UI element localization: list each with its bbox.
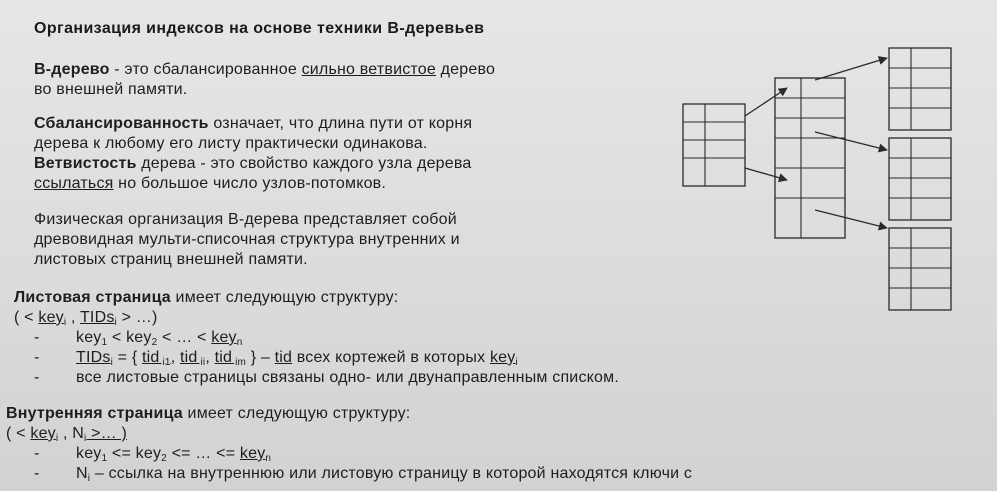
list-dash: - [34, 329, 40, 346]
definition-term: B-дерево [34, 61, 110, 78]
definition-text-1: - это сбалансированное [109, 61, 302, 78]
leaf-item-2-tid3: tid $_{im}$ [214, 349, 247, 368]
internal-structure-open: ( < [6, 425, 31, 442]
branching-line-2b: но большое число узлов-потомков. [113, 175, 387, 192]
tree-node-leaf-1 [889, 48, 951, 130]
leaf-heading [14, 288, 398, 333]
balanced-line-2: дерева к любому его листу практически одинакова. [34, 135, 428, 152]
list-dash: - [34, 369, 40, 386]
internal-item-1-keyn: key$_n$ [239, 445, 272, 464]
physical-block [34, 210, 460, 270]
leaf-item-1-keyn: key$_n$ [211, 329, 243, 348]
leaf-structure-tids: TIDs$_i$ [79, 309, 117, 328]
tree-edge [815, 132, 887, 150]
physical-line-3: листовых страниц внешней памяти. [34, 251, 308, 268]
internal-item-2: $N_i$ – ссылка на внутреннюю или листовую страницу в которой находятся ключи с [76, 465, 693, 484]
tree-node-middle [775, 78, 845, 238]
internal-structure-close: >… ) [86, 425, 127, 442]
internal-structure-nsub: i [84, 433, 87, 444]
leaf-structure-sep: , [66, 309, 80, 326]
internal-structure-key: key$_i$ [30, 425, 59, 444]
leaf-item-2-tid1: tid $_{i1}$ [142, 349, 171, 368]
list-dash: - [34, 445, 40, 462]
physical-line-1: Физическая организация B-дерева представляет собой [34, 211, 457, 228]
definition-text-3: дерево [435, 61, 496, 78]
definition-block [34, 60, 495, 100]
leaf-item-2-tids: TIDs$_i$ [76, 349, 113, 368]
tree-edge [745, 88, 787, 116]
leaf-structure-key: key$_i$ [38, 309, 67, 328]
leaf-item-2-tid2: tid $_{ii}$ [180, 349, 206, 368]
balanced-term: Сбалансированность [34, 115, 209, 132]
leaf-item-3: все листовые страницы связаны одно- или двунаправленным списком. [76, 369, 619, 386]
tree-node-leaf-2 [889, 138, 951, 220]
branching-text-1: дерева - это свойство каждого узла дерева [136, 155, 472, 172]
branching-line-2a: ссылаться [34, 175, 114, 192]
branching-term: Ветвистость [34, 155, 137, 172]
tree-edge [745, 168, 787, 180]
definition-text-2: сильно ветвистое [301, 61, 436, 78]
leaf-item-2: TIDs$_i$ = { tid $_{i1}$, tid $_{ii}$, tid $_{im}$ } – tid всех кортежей в которых key$_i$ [76, 349, 518, 368]
internal-text: имеет следующую структуру: [182, 405, 411, 422]
internal-term: Внутренняя страница [6, 405, 183, 422]
list-dash: - [34, 465, 40, 482]
definition-line-2: во внешней памяти. [34, 81, 188, 98]
physical-line-2: древовидная мульти-списочная структура внутренних и [34, 231, 460, 248]
leaf-item-2-tidw: tid [274, 349, 293, 366]
slide-title: Организация индексов на основе техники B-деревьев [34, 20, 485, 37]
leaf-item-1: key$_1$ < key$_2$ < … < key$_n$ [76, 329, 243, 348]
tree-edge [815, 210, 887, 228]
tree-node-leaf-3 [889, 228, 951, 310]
balanced-block [34, 114, 472, 194]
balanced-text-1: означает, что длина пути от корня [208, 115, 473, 132]
leaf-term: Листовая страница [14, 289, 171, 306]
tree-node-root [683, 104, 745, 186]
leaf-text: имеет следующую структуру: [170, 289, 399, 306]
list-dash: - [34, 349, 40, 366]
tree-edge [815, 58, 887, 80]
internal-heading [6, 404, 410, 449]
leaf-structure-close: > …) [116, 309, 158, 326]
internal-structure-sep: , N [58, 425, 84, 442]
leaf-item-2-keyw: key$_i$ [489, 349, 518, 368]
b-tree-diagram [675, 40, 955, 320]
leaf-structure-open: ( < [14, 309, 39, 326]
internal-item-1: key$_1$ <= key$_2$ <= … <= key$_n$ [76, 445, 272, 464]
